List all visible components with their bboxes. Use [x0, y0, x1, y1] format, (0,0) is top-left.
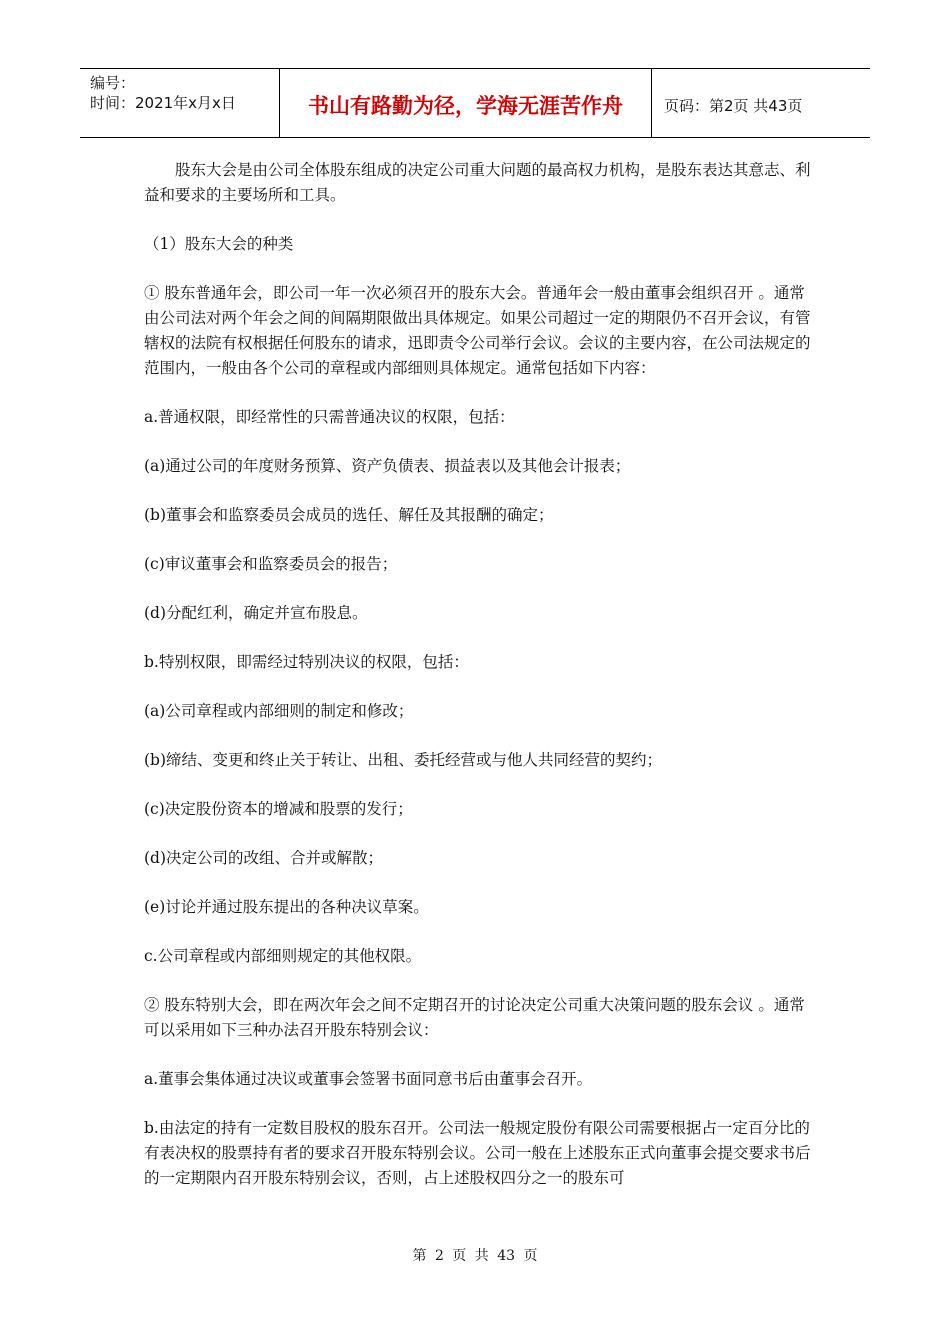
list-heading: a.普通权限，即经常性的只需普通决议的权限，包括： [144, 408, 515, 426]
paragraph: 股东大会是由公司全体股东组成的决定公司重大问题的最高权力机构，是股东表达其意志、利益和要求的主要场所和工具。 [144, 161, 811, 204]
list-item: (e)讨论并通过股东提出的各种决议草案。 [144, 898, 429, 916]
date-label: 时间：2021年x月x日 [90, 94, 236, 112]
header-motto-cell [280, 69, 652, 137]
list-item: (d)决定公司的改组、合并或解散； [144, 849, 384, 867]
page-footer: 第 2 页 共 43 页 [412, 1248, 538, 1264]
paragraph: ② 股东特别大会，即在两次年会之间不定期召开的讨论决定公司重大决策问题的股东会议 。通常可以采用如下三种办法召开股东特别会议： [144, 996, 805, 1039]
list-heading: c.公司章程或内部细则规定的其他权限。 [144, 947, 422, 965]
list-item: (b)董事会和监察委员会成员的选任、解任及其报酬的确定； [144, 506, 554, 524]
list-item: (b)缔结、变更和终止关于转让、出租、委托经营或与他人共同经营的契约； [144, 751, 663, 769]
paragraph: ① 股东普通年会，即公司一年一次必须召开的股东大会。普通年会一般由董事会组织召开 。通常由公司法对两个年会之间的间隔期限做出具体规定。如果公司超过一定的期限仍不召开会议，有管辖权的法院有权根据任何股东的请求，迅即责令公司举行会议。会议的主要内容，在公司法规定的范围内，一般由各个公司的章程或内部细则具体规定。通常包括如下内容： [144, 284, 811, 377]
document-body [144, 158, 816, 1215]
list-item: b.由法定的持有一定数目股权的股东召开。公司法一般规定股份有限公司需要根据占一定百分比的有表决权的股票持有者的要求召开股东特别会议。公司一般在上述股东正式向董事会提交要求书后的一定期限内召开股东特别会议，否则，占上述股权四分之一的股东可 [144, 1119, 811, 1187]
header-page-info: 页码：第2页 共43页 [664, 96, 803, 115]
section-heading: （1）股东大会的种类 [144, 235, 294, 253]
list-item: (d)分配红利，确定并宣布股息。 [144, 604, 368, 622]
list-item: (a)通过公司的年度财务预算、资产负债表、损益表以及其他会计报表； [144, 457, 631, 475]
header-motto: 书山有路勤为径，学海无涯苦作舟 [308, 94, 623, 118]
list-item: (a)公司章程或内部细则的制定和修改； [144, 702, 414, 720]
list-item: a.董事会集体通过决议或董事会签署书面同意书后由董事会召开。 [144, 1070, 593, 1088]
header-meta [80, 69, 280, 137]
list-heading: b.特别权限，即需经过特别决议的权限，包括： [144, 653, 469, 671]
serial-number-label: 编号： [90, 74, 136, 92]
document-header [80, 68, 870, 138]
list-item: (c)审议董事会和监察委员会的报告； [144, 555, 398, 573]
header-page-info-cell [652, 69, 870, 137]
list-item: (c)决定股份资本的增减和股票的发行； [144, 800, 413, 818]
